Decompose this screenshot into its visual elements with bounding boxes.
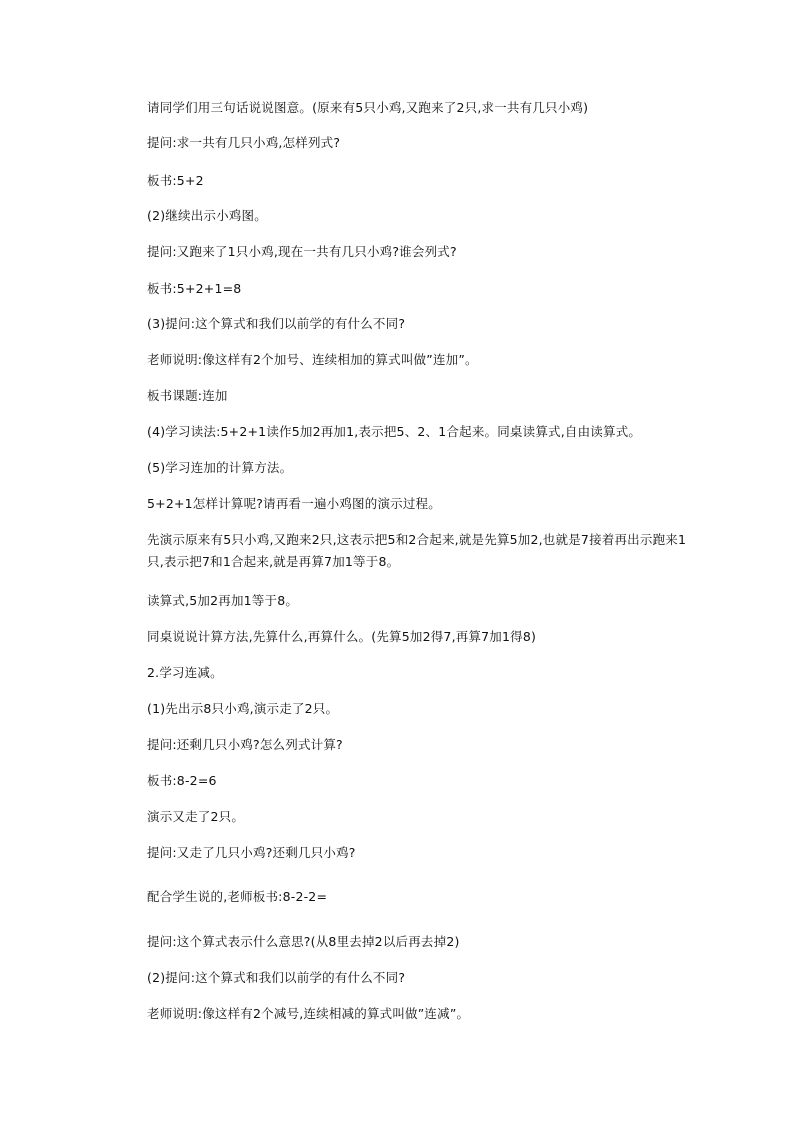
paragraph-board-8-minus-2: 板书:8-2=6 xyxy=(147,773,217,788)
paragraph-question-left-again: 提问:又走了几只小鸡?还剩几只小鸡? xyxy=(147,845,356,860)
paragraph-board-8-minus-2-minus-2: 配合学生说的,老师板书:8-2-2= xyxy=(147,889,328,904)
paragraph-question-left: 提问:还剩几只小鸡?怎么列式计算? xyxy=(147,737,343,752)
paragraph-step-2: (2)继续出示小鸡图。 xyxy=(147,208,267,223)
paragraph-question-total: 提问:求一共有几只小鸡,怎样列式? xyxy=(147,135,341,150)
paragraph-question-meaning: 提问:这个算式表示什么意思?(从8里去掉2以后再去掉2) xyxy=(147,934,460,949)
paragraph-sub-step-2: (2)提问:这个算式和我们以前学的有什么不同? xyxy=(147,970,406,985)
paragraph-desk-mate: 同桌说说计算方法,先算什么,再算什么。(先算5加2得7,再算7加1得8) xyxy=(147,629,537,644)
paragraph-how-calc: 5+2+1怎样计算呢?请再看一遍小鸡图的演示过程。 xyxy=(147,496,441,511)
paragraph-board-5-plus-2: 板书:5+2 xyxy=(147,173,204,188)
paragraph-step-3: (3)提问:这个算式和我们以前学的有什么不同? xyxy=(147,316,406,331)
paragraph-step-5: (5)学习连加的计算方法。 xyxy=(147,460,293,475)
paragraph-board-5-plus-2-plus-1: 板书:5+2+1=8 xyxy=(147,281,242,296)
paragraph-demo-two-left: 演示又走了2只。 xyxy=(147,809,245,824)
paragraph-teacher-explain-sub: 老师说明:像这样有2个减号,连续相减的算式叫做”连减”。 xyxy=(147,1006,470,1021)
paragraph-step-4: (4)学习读法:5+2+1读作5加2再加1,表示把5、2、1合起来。同桌读算式,自由读算式。 xyxy=(147,424,642,439)
paragraph-section-subtract: 2.学习连减。 xyxy=(147,665,223,680)
paragraph-question-one-more: 提问:又跑来了1只小鸡,现在一共有几只小鸡?谁会列式? xyxy=(147,244,457,259)
paragraph-sub-step-1: (1)先出示8只小鸡,演示走了2只。 xyxy=(147,701,339,716)
paragraph-demo-process: 先演示原来有5只小鸡,又跑来2只,这表示把5和2合起来,就是先算5加2,也就是7接着再出示跑来1只,表示把7和1合起来,就是再算7加1等于8。 xyxy=(147,532,687,569)
paragraph-board-title-add: 板书课题:连加 xyxy=(147,388,228,403)
paragraph-teacher-explain-add: 老师说明:像这样有2个加号、连续相加的算式叫做”连加”。 xyxy=(147,352,478,367)
paragraph-read-formula: 读算式,5加2再加1等于8。 xyxy=(147,593,299,608)
paragraph-intro: 请同学们用三句话说说图意。(原来有5只小鸡,又跑来了2只,求一共有几只小鸡) xyxy=(147,100,589,115)
